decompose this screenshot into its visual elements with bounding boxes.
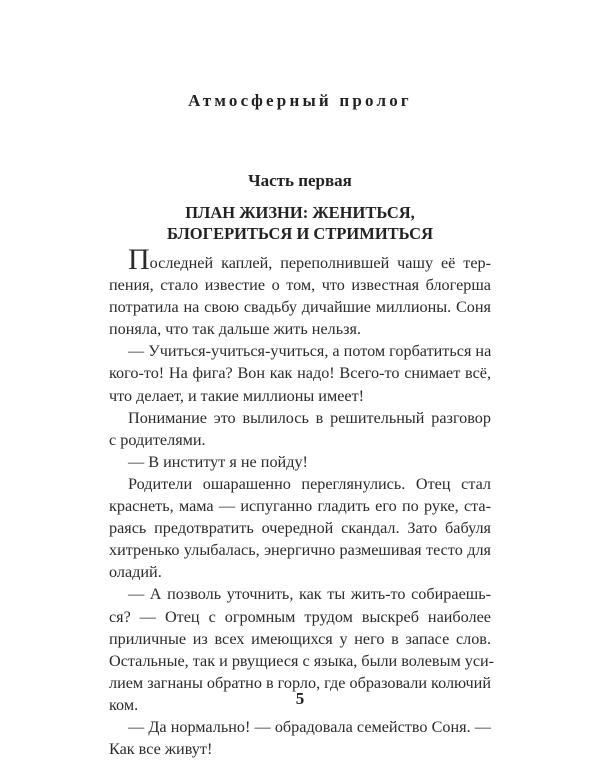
text-line: — В институт я не пойду!	[128, 452, 308, 471]
text-line: — А позволь уточнить, как ты жить-то собираешь-	[128, 585, 491, 604]
text-line: Последней каплей, переполнившей чашу её тер-	[128, 243, 491, 276]
text-line: Остальные, так и рвущиеся с языка, были волевым уси-	[109, 651, 495, 670]
text-line: раясь предотвратить очередной скандал. Зато бабуля	[109, 519, 491, 538]
page-number: 5	[295, 689, 305, 708]
text-line: — Учиться-учиться-учиться, а потом горбатиться на	[128, 342, 492, 361]
drop-cap: П	[128, 243, 150, 276]
chapter-title-line-2: БЛОГЕРИТЬСЯ И СТРИМИТЬСЯ	[166, 224, 434, 243]
text-line: — Да нормально! — обрадовала семейство Соня. —	[128, 717, 491, 736]
text-line: Родители ошарашенно переглянулись. Отец стал	[128, 474, 491, 493]
text-line: хитренько улыбалась, энергично размешивая тесто для	[109, 541, 491, 560]
part-title: Часть первая	[248, 171, 352, 190]
chapter-title	[0, 202, 600, 244]
text-line: Как все живут!	[109, 740, 213, 759]
running-head: Атмосферный пролог	[188, 91, 412, 110]
text-line: ком.	[109, 695, 139, 714]
text-line: приличные из всех имеющихся у него в запасе слов.	[109, 629, 491, 648]
text-line: оладий.	[109, 563, 162, 582]
text-line: кого-то! На фига? Вон как надо! Всего-то снимает всё,	[109, 364, 491, 383]
text-line: лием загнаны обратно в горло, где образовали колючий	[109, 673, 491, 692]
text-line: с родителями.	[109, 430, 206, 449]
text-line: что делает, и такие миллионы имеет!	[109, 386, 365, 405]
text-line: Понимание это вылилось в решительный разговор	[128, 408, 491, 427]
text-line: поняла, что так дальше жить нельзя.	[109, 320, 361, 339]
text-line: пения, стало известие о том, что известная блогерша	[109, 276, 491, 295]
text-line: ся? — Отец с огромным трудом выскреб наиболее	[109, 607, 491, 626]
body-text	[109, 243, 495, 760]
text-line: краснеть, мама — испуганно гладить его по руке, ста-	[109, 497, 491, 516]
chapter-title-line-1: ПЛАН ЖИЗНИ: ЖЕНИТЬСЯ,	[185, 203, 415, 222]
text-line: потратила на свою свадьбу дичайшие миллионы. Соня	[109, 298, 491, 317]
